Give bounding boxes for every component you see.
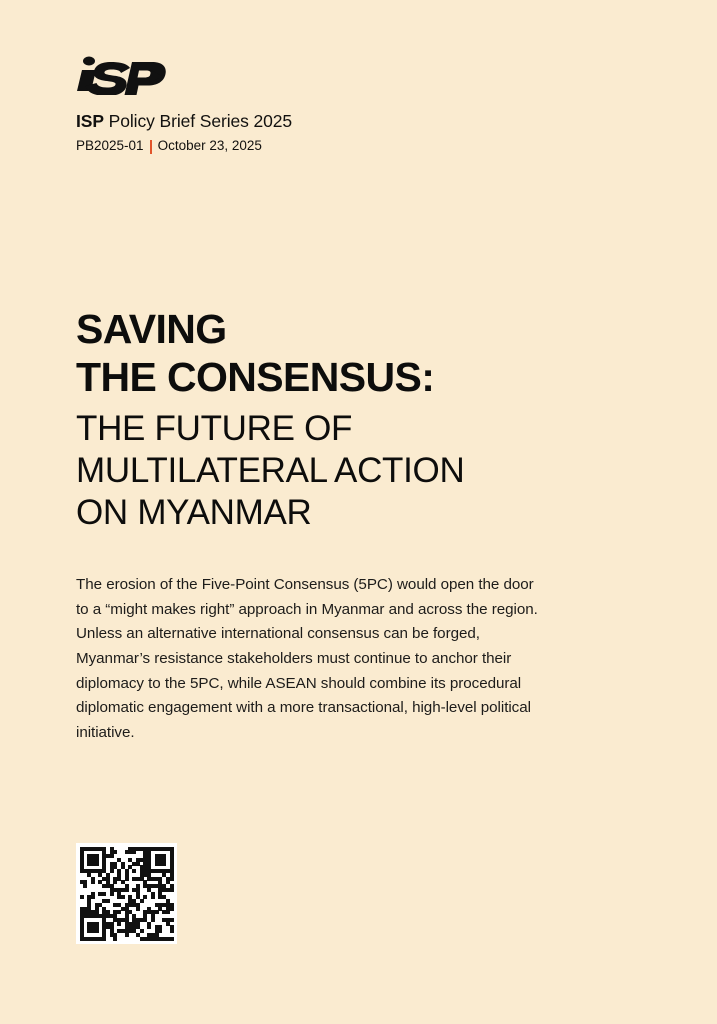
- subtitle-line-1: THE FUTURE OF: [76, 408, 353, 448]
- series-title-rest: Policy Brief Series 2025: [103, 111, 293, 131]
- qr-code-image: [76, 843, 177, 944]
- subtitle-line-2: MULTILATERAL ACTION: [76, 450, 465, 490]
- isp-logo: [76, 55, 168, 95]
- page-title: [76, 305, 656, 402]
- title-block: [76, 305, 656, 534]
- brief-date: October 23, 2025: [157, 138, 262, 153]
- document-header: [76, 55, 636, 153]
- abstract-text: The erosion of the Five-Point Consensus (5PC) would open the door to a “might makes right” approach in Myanmar and across the region. Unless an alternative international consensus can be forged, Myanmar’s resistance stakeholders must continue to anchor their diplomacy to the 5PC, while ASEAN should combine its procedural diplomatic engagement with a more transactional, high-level political initiative.: [76, 576, 538, 741]
- series-title: [76, 111, 636, 132]
- series-title-brand: ISP: [76, 111, 104, 131]
- page-subtitle: [76, 408, 656, 534]
- qr-code[interactable]: [76, 843, 177, 944]
- meta-divider: [150, 140, 152, 154]
- title-line-2: THE CONSENSUS:: [76, 354, 435, 401]
- title-line-1: SAVING: [76, 306, 227, 352]
- subtitle-line-3: ON MYANMAR: [76, 492, 312, 532]
- brief-meta: [76, 138, 636, 153]
- brief-number: PB2025-01: [76, 138, 144, 153]
